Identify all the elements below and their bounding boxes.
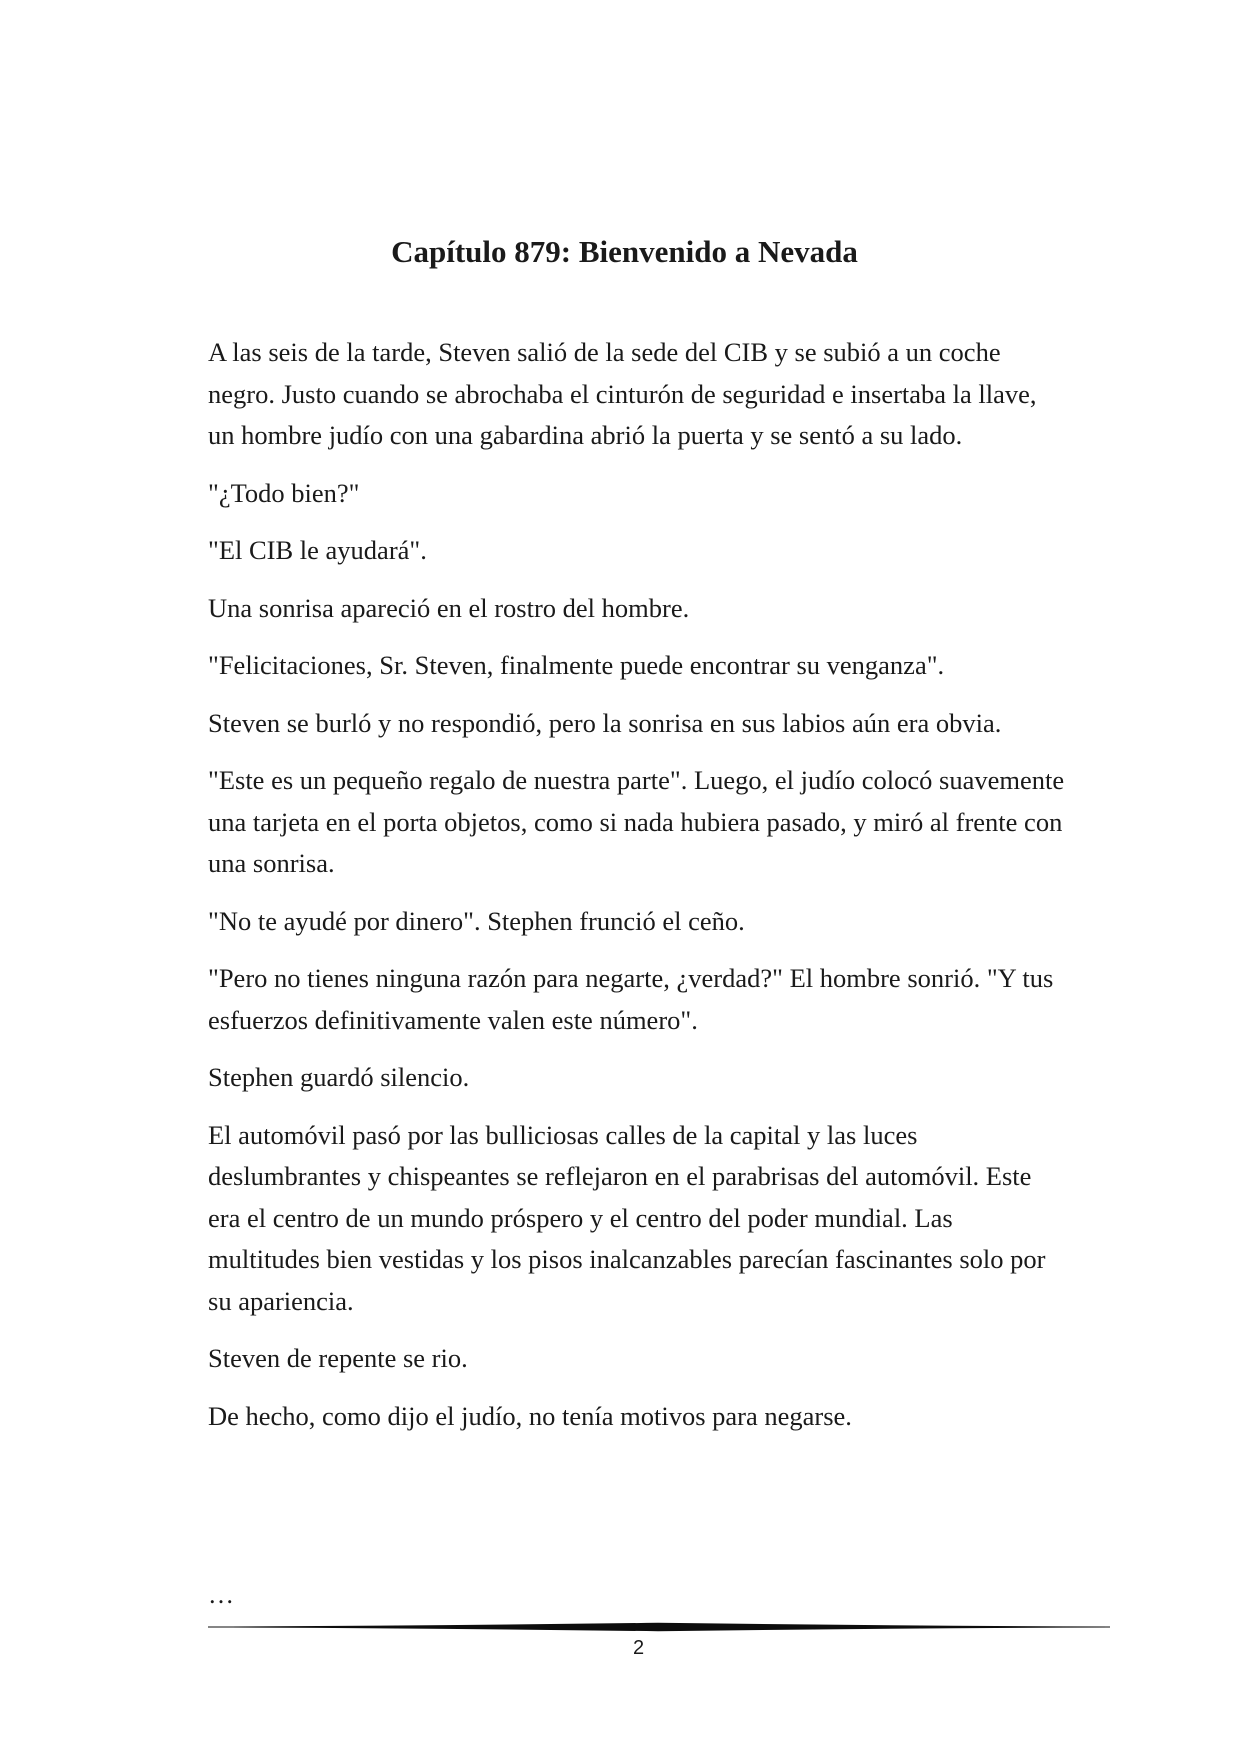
- paragraph: "El CIB le ayudará".: [208, 535, 427, 565]
- paragraph: "No te ayudé por dinero". Stephen frunció el ceño.: [208, 905, 745, 936]
- paragraph: "¿Todo bien?": [208, 477, 360, 508]
- chapter-body: [208, 332, 1068, 1453]
- chapter-title: [0, 232, 1241, 272]
- paragraph: "Pero no tienes ninguna razón para negarte, ¿verdad?" El hombre sonrió. "Y tus esfuerzos definitivamente valen este número".: [208, 963, 1054, 1035]
- paragraph: Una sonrisa apareció en el rostro del hombre.: [208, 592, 690, 623]
- paragraph: "Felicitaciones, Sr. Steven, finalmente puede encontrar su venganza".: [208, 650, 945, 680]
- paragraph: De hecho, como dijo el judío, no tenía motivos para negarse.: [208, 1400, 852, 1431]
- footer-divider: [208, 1620, 1110, 1634]
- paragraph: El automóvil pasó por las bulliciosas calles de la capital y las luces deslumbrantes y chispeantes se reflejaron en el parabrisas del automóvil. Este era el centro de un mundo próspero y el centro del poder mundial. Las multitudes bien vestidas y los pisos inalcanzables parecían fascinantes solo por su apariencia.: [208, 1119, 1046, 1316]
- paragraph: Steven se burló y no respondió, pero la sonrisa en sus labios aún era obvia.: [208, 707, 1002, 738]
- paragraph: A las seis de la tarde, Steven salió de la sede del CIB y se subió a un coche negro. Justo cuando se abrochaba el cinturón de seguridad e insertaba la llave, un hombre judío con una gabardina abrió la puerta y se sentó a su lado.: [208, 337, 1037, 450]
- page-number: 2: [632, 1637, 645, 1659]
- paragraph: "Este es un pequeño regalo de nuestra parte". Luego, el judío colocó suavemente una tarjeta en el porta objetos, como si nada hubiera pasado, y miró al frente con una sonrisa.: [208, 765, 1065, 878]
- chapter-title-text: Capítulo 879: Bienvenido a Nevada: [391, 234, 858, 269]
- paragraph: Stephen guardó silencio.: [208, 1062, 470, 1092]
- section-ellipsis: …: [208, 1580, 234, 1609]
- paragraph: Steven de repente se rio.: [208, 1343, 468, 1373]
